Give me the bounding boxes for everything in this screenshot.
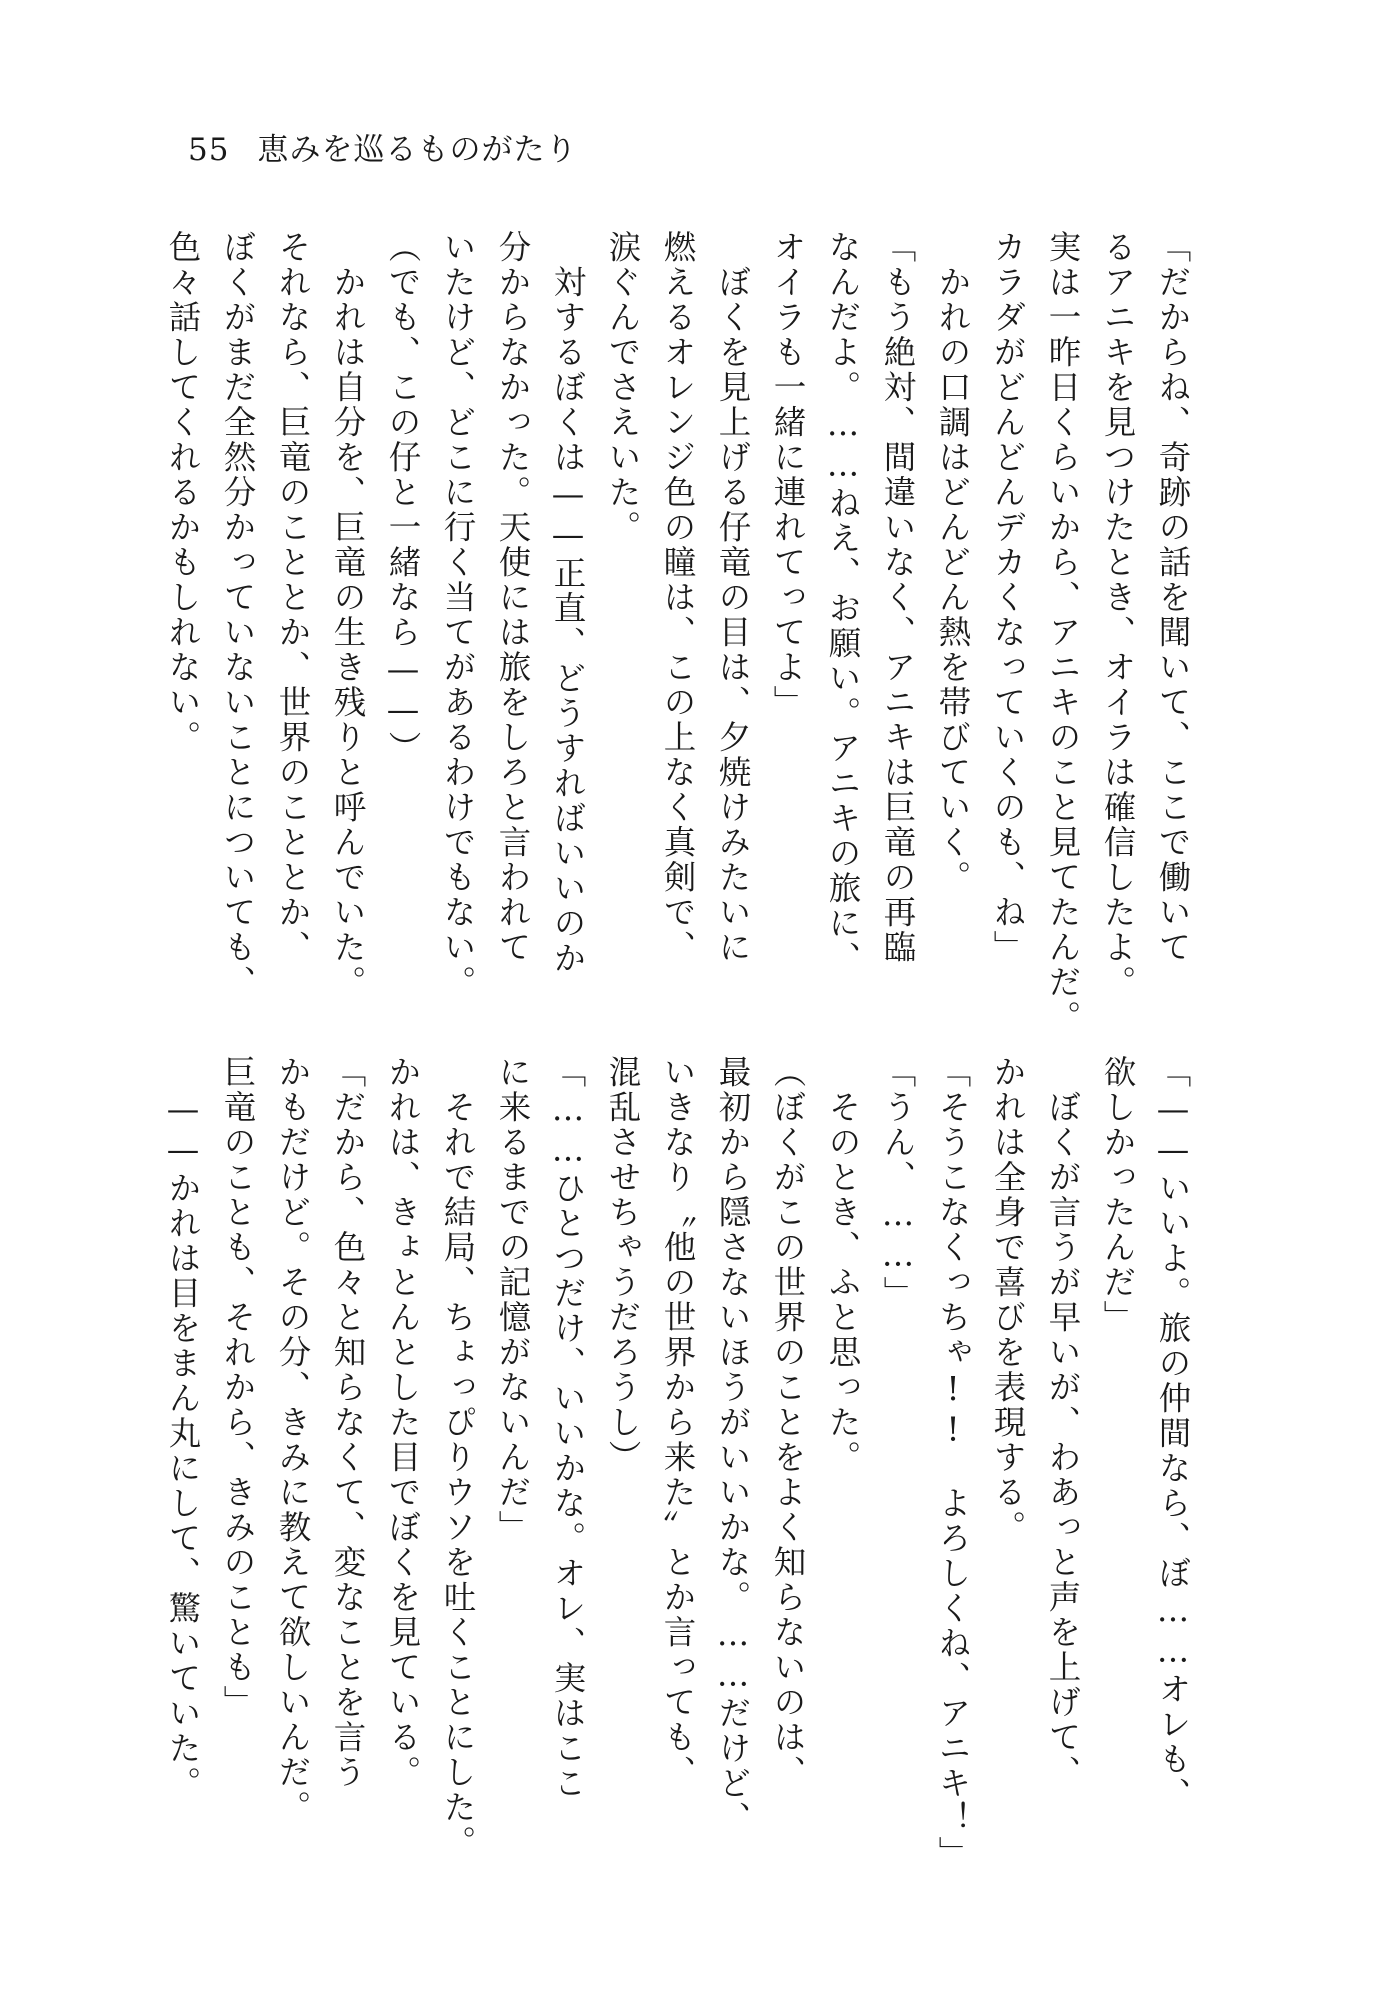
text-line: 巨竜のことも、それから、きみのことも」 bbox=[219, 1055, 257, 1720]
text-line: なんだよ。……ねえ、お願い。アニキの旅に、 bbox=[824, 230, 862, 976]
text-line: ぼくがまだ全然分かっていないことについても、 bbox=[219, 230, 257, 1000]
text-line: ぼくを見上げる仔竜の目は、夕焼けみたいに bbox=[714, 230, 752, 965]
text-line: それで結局、ちょっぴりウソを吐くことにした。 bbox=[439, 1055, 477, 1860]
text-line: かれは全身で喜びを表現する。 bbox=[989, 1055, 1027, 1545]
text-block-bottom bbox=[164, 1055, 1200, 1871]
text-line: いきなり〝他の世界から来た〟とか言っても、 bbox=[659, 1055, 697, 1790]
text-line: ——かれは目をまん丸にして、驚いていた。 bbox=[164, 1055, 202, 1801]
text-line: 対するぼくは——正直、どうすればいいのか bbox=[549, 230, 587, 976]
text-line: カラダがどんどんデカくなっていくのも、ね」 bbox=[989, 230, 1027, 965]
text-line: 「だからね、奇跡の話を聞いて、ここで働いて bbox=[1154, 230, 1192, 965]
text-line: 実は一昨日くらいから、アニキのこと見てたんだ。 bbox=[1044, 230, 1082, 1035]
text-line: 燃えるオレンジ色の瞳は、この上なく真剣で、 bbox=[659, 230, 697, 965]
text-line: るアニキを見つけたとき、オイラは確信したよ。 bbox=[1099, 230, 1137, 1000]
text-line: 分からなかった。天使には旅をしろと言われて bbox=[494, 230, 532, 965]
text-line: そのとき、ふと思った。 bbox=[824, 1055, 862, 1475]
text-line: オイラも一緒に連れてってよ」 bbox=[769, 230, 807, 720]
text-line: 「だから、色々と知らなくて、変なことを言う bbox=[329, 1055, 367, 1790]
text-line: 「——いいよ。旅の仲間なら、ぼ……オレも、 bbox=[1154, 1055, 1192, 1812]
text-line: 「そうこなくっちゃ!! よろしくね、アニキ！」 bbox=[934, 1055, 972, 1871]
text-line: かもだけど。その分、きみに教えて欲しいんだ。 bbox=[274, 1055, 312, 1825]
text-block-top bbox=[164, 230, 1200, 1035]
text-line: 最初から隠さないほうがいいかな。……だけど、 bbox=[714, 1055, 752, 1836]
text-line: かれは、きょとんとした目でぼくを見ている。 bbox=[384, 1055, 422, 1790]
text-line: 欲しかったんだ」 bbox=[1099, 1055, 1137, 1335]
text-line: いたけど、どこに行く当てがあるわけでもない。 bbox=[439, 230, 477, 1000]
text-line: かれは自分を、巨竜の生き残りと呼んでいた。 bbox=[329, 230, 367, 1000]
text-line: 「もう絶対、間違いなく、アニキは巨竜の再臨 bbox=[879, 230, 917, 965]
page-number: 55 bbox=[188, 132, 230, 168]
text-line: それなら、巨竜のこととか、世界のこととか、 bbox=[274, 230, 312, 965]
text-line: 「……ひとつだけ、いいかな。オレ、実はここ bbox=[549, 1055, 587, 1801]
text-line: 「うん、……」 bbox=[879, 1055, 917, 1311]
text-line: 色々話してくれるかもしれない。 bbox=[164, 230, 202, 755]
chapter-title: 恵みを巡るものがたり bbox=[257, 132, 578, 168]
text-line: に来るまでの記憶がないんだ」 bbox=[494, 1055, 532, 1545]
text-line: 混乱させちゃうだろうし） bbox=[604, 1055, 642, 1475]
text-line: （ぼくがこの世界のことをよく知らないのは、 bbox=[769, 1055, 807, 1790]
text-line: ぼくが言うが早いが、わあっと声を上げて、 bbox=[1044, 1055, 1082, 1790]
running-header bbox=[188, 128, 577, 172]
text-line: 涙ぐんでさえいた。 bbox=[604, 230, 642, 545]
text-line: （でも、この仔と一緒なら——） bbox=[384, 230, 422, 766]
text-line: かれの口調はどんどん熱を帯びていく。 bbox=[934, 230, 972, 895]
